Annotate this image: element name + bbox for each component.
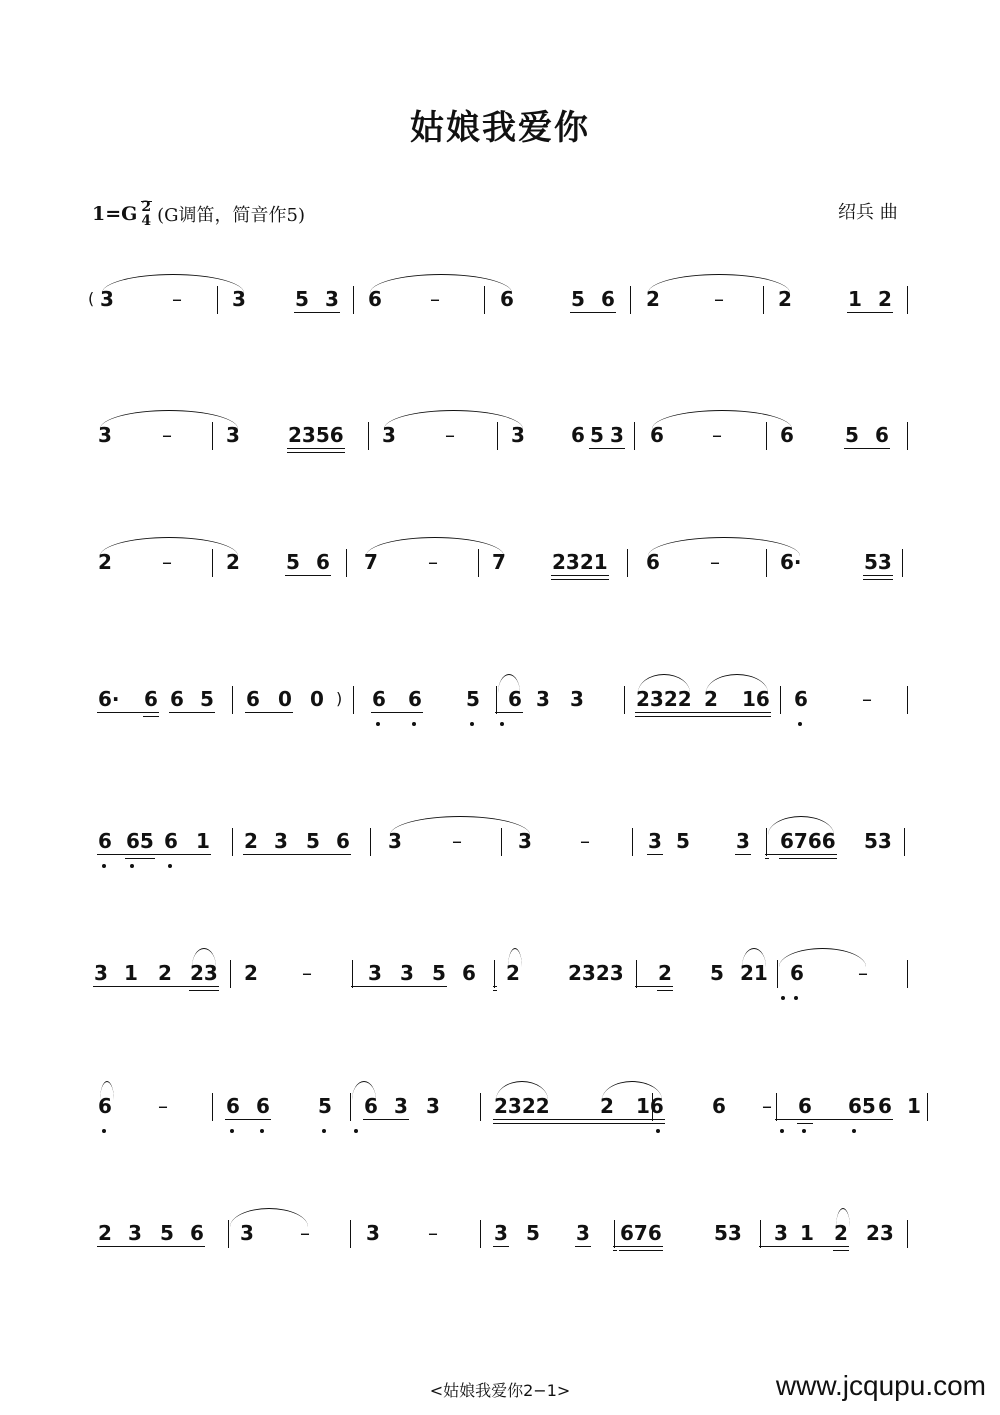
dash-note: – bbox=[428, 550, 438, 574]
note: 5 bbox=[318, 1094, 332, 1118]
low-octave-dot bbox=[102, 864, 106, 868]
rhythm-underline bbox=[125, 858, 155, 859]
slur bbox=[498, 674, 520, 693]
note: 3 bbox=[511, 423, 525, 447]
note: 2 bbox=[646, 287, 660, 311]
barline bbox=[630, 286, 631, 314]
rhythm-underline bbox=[93, 986, 219, 987]
dash-note: – bbox=[162, 423, 172, 447]
slur bbox=[100, 410, 238, 429]
barline bbox=[353, 286, 354, 314]
rhythm-underline bbox=[225, 1119, 271, 1120]
slur bbox=[602, 1081, 662, 1100]
note: 1 bbox=[196, 829, 210, 853]
dash-note: – bbox=[445, 423, 455, 447]
rhythm-underline bbox=[833, 1250, 849, 1251]
note: 3 bbox=[366, 1221, 380, 1245]
rhythm-underline bbox=[189, 990, 219, 991]
barline bbox=[636, 960, 637, 988]
note: 3 bbox=[232, 287, 246, 311]
note: 23 bbox=[866, 1221, 894, 1245]
rhythm-underline bbox=[847, 312, 893, 313]
barline bbox=[776, 1093, 777, 1121]
barline bbox=[907, 686, 908, 714]
note: 5 bbox=[676, 829, 690, 853]
instrument-note: (G调笛，简音作5) bbox=[157, 205, 306, 226]
slur bbox=[768, 816, 834, 835]
note: 3 bbox=[98, 423, 112, 447]
note: 5 bbox=[432, 961, 446, 985]
slur bbox=[648, 537, 800, 556]
rhythm-underline bbox=[759, 1246, 849, 1247]
rhythm-underline bbox=[169, 712, 215, 713]
slur bbox=[706, 674, 768, 693]
rhythm-underline bbox=[495, 712, 523, 713]
note: 1 bbox=[800, 1221, 814, 1245]
barline bbox=[632, 828, 633, 856]
note: 6 bbox=[500, 287, 514, 311]
rhythm-underline bbox=[493, 986, 497, 987]
note: 3 bbox=[382, 423, 396, 447]
barline bbox=[634, 422, 635, 450]
note: 6 bbox=[246, 687, 260, 711]
low-octave-dot bbox=[322, 1129, 326, 1133]
dash-note: – bbox=[452, 829, 462, 853]
dash-note: – bbox=[858, 961, 868, 985]
note: 6 bbox=[372, 687, 386, 711]
note: 5 bbox=[200, 687, 214, 711]
barline bbox=[232, 686, 233, 714]
barline bbox=[627, 549, 628, 577]
note: 2 bbox=[226, 550, 240, 574]
rhythm-underline bbox=[493, 1246, 509, 1247]
note: 5 bbox=[526, 1221, 540, 1245]
rhythm-underline bbox=[97, 712, 159, 713]
rhythm-underline bbox=[245, 712, 293, 713]
rhythm-underline bbox=[657, 990, 673, 991]
note: 3 bbox=[325, 287, 339, 311]
slur bbox=[100, 537, 238, 556]
dash-note: – bbox=[714, 287, 724, 311]
low-octave-dot bbox=[376, 722, 380, 726]
barline bbox=[353, 686, 354, 714]
note: 6 bbox=[571, 423, 585, 447]
score-title: 姑娘我爱你 bbox=[410, 108, 590, 148]
key-signature: 1=G bbox=[92, 203, 138, 225]
slur bbox=[102, 274, 244, 293]
dash-note: – bbox=[158, 1094, 168, 1118]
rhythm-underline bbox=[863, 579, 893, 580]
rhythm-underline bbox=[619, 1250, 663, 1251]
note: 53 bbox=[714, 1221, 742, 1245]
barline bbox=[370, 828, 371, 856]
dash-note: – bbox=[300, 1221, 310, 1245]
low-octave-dot bbox=[802, 1129, 806, 1133]
barline bbox=[907, 1220, 908, 1248]
note: 2322 bbox=[494, 1094, 550, 1118]
note: 6 bbox=[408, 687, 422, 711]
rhythm-underline bbox=[613, 1250, 617, 1251]
note: 2 bbox=[834, 1221, 848, 1245]
note: 7 bbox=[492, 550, 506, 574]
barline bbox=[927, 1093, 928, 1121]
low-octave-dot bbox=[354, 1129, 358, 1133]
barline bbox=[232, 828, 233, 856]
note: 2 bbox=[98, 1221, 112, 1245]
barline bbox=[777, 960, 778, 988]
slur bbox=[648, 274, 790, 293]
slur bbox=[836, 1208, 850, 1227]
slur bbox=[742, 948, 766, 967]
note: 3 bbox=[536, 687, 550, 711]
note: 3 bbox=[400, 961, 414, 985]
note: 6 bbox=[336, 829, 350, 853]
rhythm-underline bbox=[575, 1246, 591, 1247]
note: 3 bbox=[518, 829, 532, 853]
rhythm-underline bbox=[371, 712, 423, 713]
rhythm-underline bbox=[493, 990, 497, 991]
note: 2 bbox=[600, 1094, 614, 1118]
note: 3 bbox=[94, 961, 108, 985]
barline bbox=[346, 549, 347, 577]
note: 23 bbox=[190, 961, 218, 985]
note: 2 bbox=[244, 961, 258, 985]
note: 2356 bbox=[288, 423, 344, 447]
watermark: www.jcqupu.com bbox=[775, 1370, 986, 1401]
note: 16 bbox=[636, 1094, 664, 1118]
note: 6 bbox=[875, 423, 889, 447]
note: 2322 bbox=[636, 687, 692, 711]
score-row bbox=[0, 962, 1000, 1042]
rhythm-underline bbox=[797, 1123, 813, 1124]
barline bbox=[902, 549, 903, 577]
time-signature-bottom: 4 bbox=[141, 213, 152, 229]
rhythm-underline bbox=[287, 452, 345, 453]
score-row bbox=[0, 1095, 1000, 1175]
note: 2 bbox=[506, 961, 520, 985]
slur bbox=[192, 948, 216, 967]
note: 16 bbox=[742, 687, 770, 711]
barline bbox=[907, 422, 908, 450]
score-row bbox=[0, 288, 1000, 368]
barline bbox=[780, 686, 781, 714]
score-row bbox=[0, 688, 1000, 768]
note: 2 bbox=[778, 287, 792, 311]
note: 3 bbox=[494, 1221, 508, 1245]
note: 5 bbox=[466, 687, 480, 711]
note: 3 bbox=[226, 423, 240, 447]
note: 2 bbox=[98, 550, 112, 574]
rhythm-underline bbox=[243, 854, 351, 855]
note: 3 bbox=[240, 1221, 254, 1245]
key-signature-line bbox=[92, 200, 305, 228]
note: 0 bbox=[278, 687, 292, 711]
rhythm-underline bbox=[765, 854, 837, 855]
rhythm-underline bbox=[863, 575, 893, 576]
note: 5 bbox=[160, 1221, 174, 1245]
dash-note: – bbox=[710, 550, 720, 574]
note: 6 bbox=[170, 687, 184, 711]
slur bbox=[384, 410, 523, 429]
slur bbox=[652, 410, 792, 429]
dash-note: – bbox=[712, 423, 722, 447]
rhythm-underline bbox=[570, 312, 616, 313]
slur bbox=[366, 537, 504, 556]
barline bbox=[760, 1220, 761, 1248]
note: 6 bbox=[190, 1221, 204, 1245]
slur bbox=[390, 816, 530, 835]
note: 6 bbox=[712, 1094, 726, 1118]
slur bbox=[230, 1208, 308, 1227]
low-octave-dot bbox=[852, 1129, 856, 1133]
low-octave-dot bbox=[470, 722, 474, 726]
barline bbox=[350, 1093, 351, 1121]
slur bbox=[100, 1081, 114, 1100]
barline bbox=[368, 422, 369, 450]
note: 2 bbox=[704, 687, 718, 711]
barline bbox=[352, 960, 353, 988]
note: 3 bbox=[274, 829, 288, 853]
note: 6 bbox=[878, 1094, 892, 1118]
dash-note: – bbox=[580, 829, 590, 853]
note: 5 bbox=[845, 423, 859, 447]
note: 53 bbox=[864, 829, 892, 853]
note: 53 bbox=[864, 550, 892, 574]
rhythm-underline bbox=[635, 712, 771, 713]
note: 0 bbox=[310, 687, 324, 711]
barline bbox=[228, 1220, 229, 1248]
score-row bbox=[0, 1222, 1000, 1302]
rhythm-underline bbox=[775, 1119, 893, 1120]
barline bbox=[480, 1093, 481, 1121]
note: 65 bbox=[126, 829, 154, 853]
low-octave-dot bbox=[500, 722, 504, 726]
barline bbox=[212, 1093, 213, 1121]
note: 3 bbox=[576, 1221, 590, 1245]
note: 5 bbox=[590, 423, 604, 447]
note: 2 bbox=[244, 829, 258, 853]
note: 5 bbox=[710, 961, 724, 985]
time-signature-top: 2 bbox=[141, 199, 152, 215]
barline bbox=[624, 686, 625, 714]
note: 2 bbox=[878, 287, 892, 311]
barline bbox=[494, 960, 495, 988]
note: 6 bbox=[780, 423, 794, 447]
rhythm-underline bbox=[143, 716, 159, 717]
note: 6 bbox=[794, 687, 808, 711]
note: 6 bbox=[462, 961, 476, 985]
barline bbox=[480, 1220, 481, 1248]
barline bbox=[496, 686, 497, 714]
note: 6 bbox=[798, 1094, 812, 1118]
low-octave-dot bbox=[781, 996, 785, 1000]
low-octave-dot bbox=[780, 1129, 784, 1133]
note: 6 bbox=[144, 687, 158, 711]
note: 3 bbox=[774, 1221, 788, 1245]
note: 2321 bbox=[552, 550, 608, 574]
dash-note: – bbox=[162, 550, 172, 574]
rhythm-underline bbox=[285, 575, 331, 576]
barline bbox=[614, 1220, 615, 1248]
note: 3 bbox=[394, 1094, 408, 1118]
barline bbox=[350, 1220, 351, 1248]
low-octave-dot bbox=[656, 1129, 660, 1133]
note: 3 bbox=[736, 829, 750, 853]
note: 3 bbox=[426, 1094, 440, 1118]
rhythm-underline bbox=[294, 312, 340, 313]
rhythm-underline bbox=[635, 986, 673, 987]
note: 6 bbox=[98, 1094, 112, 1118]
slur bbox=[508, 948, 522, 967]
note: 3 bbox=[388, 829, 402, 853]
note: 2323 bbox=[568, 961, 624, 985]
note: 6 bbox=[164, 829, 178, 853]
note: ) bbox=[336, 689, 343, 708]
note: 5 bbox=[295, 287, 309, 311]
dash-note: – bbox=[762, 1094, 772, 1118]
note: 3 bbox=[570, 687, 584, 711]
note: 3 bbox=[648, 829, 662, 853]
rhythm-underline bbox=[635, 716, 771, 717]
note: 5 bbox=[306, 829, 320, 853]
score-row bbox=[0, 551, 1000, 631]
note: 6 bbox=[508, 687, 522, 711]
note: 7 bbox=[364, 550, 378, 574]
note: 5 bbox=[286, 550, 300, 574]
note: 1 bbox=[124, 961, 138, 985]
page-footer: <姑娘我爱你2−1> bbox=[429, 1381, 571, 1400]
low-octave-dot bbox=[230, 1129, 234, 1133]
rhythm-underline bbox=[493, 1119, 665, 1120]
note: 6 bbox=[98, 829, 112, 853]
note: 6 bbox=[790, 961, 804, 985]
barline bbox=[907, 960, 908, 988]
rhythm-underline bbox=[735, 854, 751, 855]
low-octave-dot bbox=[412, 722, 416, 726]
slur bbox=[370, 274, 512, 293]
barline bbox=[907, 286, 908, 314]
note: 6 bbox=[601, 287, 615, 311]
rhythm-underline bbox=[97, 1246, 205, 1247]
rhythm-underline bbox=[363, 1119, 409, 1120]
dash-note: – bbox=[430, 287, 440, 311]
dash-note: – bbox=[428, 1221, 438, 1245]
note: 6766 bbox=[780, 829, 836, 853]
slur bbox=[352, 1081, 376, 1100]
note: ( bbox=[88, 289, 95, 308]
low-octave-dot bbox=[798, 722, 802, 726]
low-octave-dot bbox=[260, 1129, 264, 1133]
dash-note: – bbox=[862, 687, 872, 711]
rhythm-underline bbox=[589, 448, 625, 449]
rhythm-underline bbox=[551, 579, 609, 580]
note: 3 bbox=[100, 287, 114, 311]
note: 6 bbox=[646, 550, 660, 574]
note: 6· bbox=[780, 550, 802, 574]
note: 65 bbox=[848, 1094, 876, 1118]
barline bbox=[230, 960, 231, 988]
slur bbox=[496, 1081, 548, 1100]
note: 6 bbox=[256, 1094, 270, 1118]
rhythm-underline bbox=[844, 448, 890, 449]
slur bbox=[638, 674, 690, 693]
rhythm-underline bbox=[779, 858, 837, 859]
score-row bbox=[0, 424, 1000, 504]
note: 1 bbox=[907, 1094, 921, 1118]
dash-note: – bbox=[172, 287, 182, 311]
rhythm-underline bbox=[287, 448, 345, 449]
rhythm-underline bbox=[613, 1246, 663, 1247]
low-octave-dot bbox=[168, 864, 172, 868]
note: 6 bbox=[226, 1094, 240, 1118]
note: 2 bbox=[158, 961, 172, 985]
slur bbox=[779, 948, 866, 967]
note: 6 bbox=[364, 1094, 378, 1118]
note: 5 bbox=[571, 287, 585, 311]
note: 3 bbox=[610, 423, 624, 447]
rhythm-underline bbox=[551, 575, 609, 576]
time-signature bbox=[141, 200, 151, 228]
note: 3 bbox=[128, 1221, 142, 1245]
note: 1 bbox=[848, 287, 862, 311]
rhythm-underline bbox=[647, 854, 663, 855]
note: 3 bbox=[368, 961, 382, 985]
low-octave-dot bbox=[102, 1129, 106, 1133]
note: 21 bbox=[740, 961, 768, 985]
note: 2 bbox=[658, 961, 672, 985]
note: 6· bbox=[98, 687, 120, 711]
note: 6 bbox=[316, 550, 330, 574]
note: 6 bbox=[650, 423, 664, 447]
low-octave-dot bbox=[794, 996, 798, 1000]
composer: 绍兵 曲 bbox=[838, 202, 898, 223]
note: 676 bbox=[620, 1221, 662, 1245]
note: 6 bbox=[368, 287, 382, 311]
rhythm-underline bbox=[493, 1123, 665, 1124]
score-row bbox=[0, 830, 1000, 910]
barline bbox=[904, 828, 905, 856]
dash-note: – bbox=[302, 961, 312, 985]
rhythm-underline bbox=[97, 854, 211, 855]
low-octave-dot bbox=[130, 864, 134, 868]
barline bbox=[766, 828, 767, 856]
rhythm-underline bbox=[765, 858, 769, 859]
rhythm-underline bbox=[351, 986, 447, 987]
